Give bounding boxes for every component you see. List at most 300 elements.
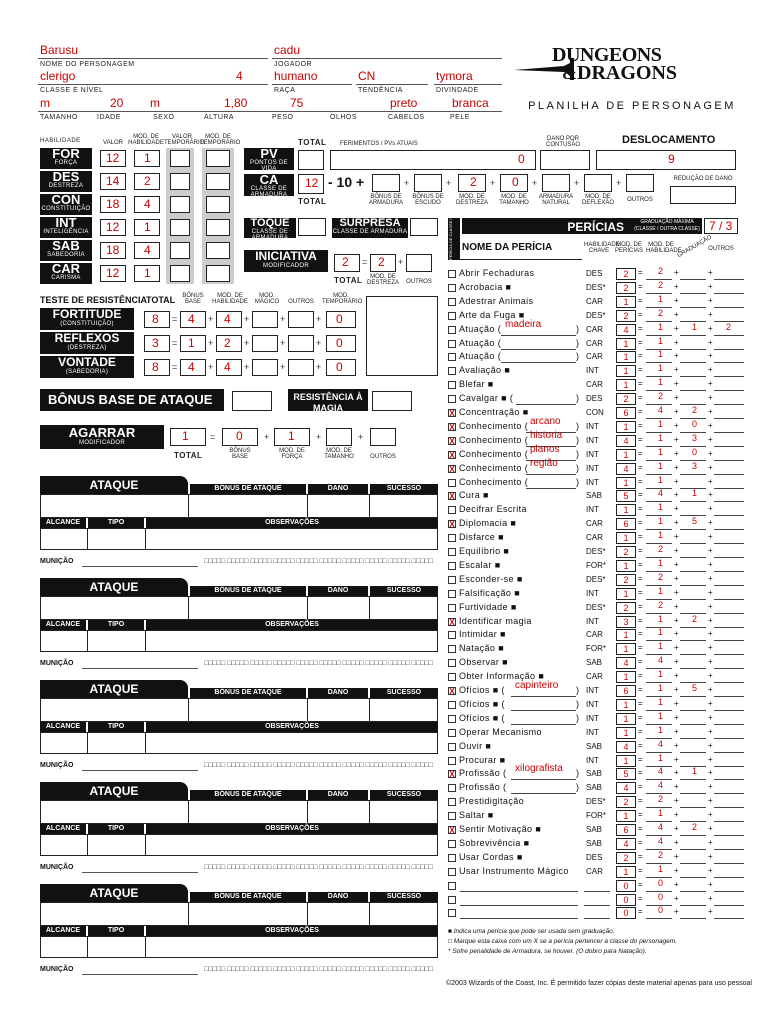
skill-ability-mod[interactable]: 4 [658,488,664,499]
skill-total[interactable]: 1 [616,296,636,308]
attack-range-header: ALCANCE [40,824,86,834]
skill-ability-mod[interactable]: 1 [658,613,664,624]
save-ability[interactable]: 4 [224,312,231,326]
ability-mod[interactable]: 1 [144,151,151,165]
skill-key-ability: CAR [586,519,603,529]
size-value[interactable]: m [40,96,50,110]
ability-value[interactable]: 12 [106,220,120,234]
initiative-total[interactable]: 2 [342,255,349,269]
skill-name: Acrobacia ■ [459,281,512,292]
attack-bonus-header: BÔNUS DE ATAQUE [190,892,306,902]
skill-ability-mod[interactable]: 0 [658,877,664,888]
deflection-box[interactable] [584,174,612,192]
skill-ranks[interactable]: 1 [692,321,698,332]
attack-details-field[interactable] [40,732,438,754]
skill-total[interactable]: 6 [616,407,636,419]
skill-total[interactable]: 0 [616,880,636,892]
save-other-box[interactable] [288,311,314,328]
save-temp[interactable]: 0 [336,336,343,350]
skill-total[interactable]: 1 [616,379,636,391]
ac-size-value[interactable]: 0 [512,175,519,189]
skill-total[interactable]: 1 [616,810,636,822]
save-other-box[interactable] [288,359,314,376]
class-skill-checkbox[interactable] [448,909,456,917]
skill-ability-mod[interactable]: 1 [658,530,664,541]
skill-ranks[interactable]: 3 [692,432,698,443]
skill-subtype[interactable]: capinteiro [515,680,559,691]
skill-misc[interactable]: 2 [726,321,732,332]
skill-ability-mod[interactable]: 1 [658,752,664,763]
character-name-value[interactable]: Barusu [40,43,79,57]
skill-ability-mod[interactable]: 1 [658,516,664,527]
skill-total[interactable]: 1 [616,477,636,489]
skill-total[interactable]: 1 [616,727,636,739]
class-skill-checkbox[interactable] [448,367,456,375]
skill-ability-mod[interactable]: 1 [658,808,664,819]
skill-subtype[interactable]: historia [530,429,563,441]
skill-ranks[interactable]: 2 [692,822,698,832]
attack-crit-header: SUCESSO [370,688,438,698]
attack-notes-header: OBSERVAÇÕES [146,926,438,936]
ability-mod[interactable]: 2 [144,174,151,188]
class-skill-checkbox[interactable] [448,270,456,278]
class-skill-checkbox[interactable] [448,590,456,598]
skill-ability-mod[interactable]: 1 [658,502,664,513]
ability-temp-mod-box[interactable] [206,242,230,259]
skill-ability-mod[interactable]: 2 [658,794,664,805]
class-skill-checkbox[interactable]: X [449,687,455,696]
save-temp[interactable]: 0 [336,312,343,326]
skill-ability-mod[interactable]: 2 [658,266,664,276]
skill-total[interactable]: 6 [616,685,636,697]
hp-total-box[interactable] [298,150,324,170]
skill-total[interactable]: 6 [616,824,636,836]
skill-ability-mod[interactable]: 4 [658,738,664,749]
skill-total[interactable]: 1 [616,588,636,600]
weight-value[interactable]: 75 [290,96,304,110]
skill-total[interactable]: 2 [616,282,636,294]
wounds-value[interactable]: 0 [518,152,525,166]
skill-total[interactable]: 1 [616,560,636,572]
ability-value[interactable]: 14 [106,174,120,188]
skill-row: Furtividade ■ DES* 2 = 2 + + [448,602,768,615]
skill-total[interactable]: 5 [616,768,636,780]
speed-value[interactable]: 9 [668,152,675,166]
skill-ability-mod[interactable]: 1 [658,293,664,304]
skill-total[interactable]: 4 [616,741,636,753]
class-skill-checkbox[interactable] [448,840,456,848]
player-value[interactable]: cadu [274,43,301,57]
class-skill-checkbox[interactable] [448,340,456,348]
attack-details-field[interactable] [40,936,438,958]
class-skill-checkbox[interactable] [448,743,456,751]
bab-box[interactable] [232,391,272,411]
ability-temp-value-box[interactable] [170,242,190,259]
skill-ranks[interactable]: 1 [692,488,698,499]
attack-weapon-field[interactable] [40,800,438,824]
ability-value[interactable]: 18 [106,243,120,257]
skill-row: X Ofícios ■ ( capinteiro ) INT 6 = 1 + 5 + [448,685,768,698]
ability-mod[interactable]: 4 [144,243,151,257]
skill-ability-mod[interactable]: 1 [658,474,664,485]
class-skill-checkbox[interactable] [448,673,456,681]
ability-temp-value-box[interactable] [170,150,190,167]
skill-ranks[interactable]: 0 [692,446,698,457]
skill-ability-mod[interactable]: 4 [658,835,664,846]
level-value[interactable]: 4 [236,69,243,83]
skill-ability-mod[interactable]: 2 [658,571,664,582]
class-skill-checkbox[interactable]: X [449,520,455,530]
class-skill-checkbox[interactable] [448,534,456,542]
skill-ranks[interactable]: 2 [692,613,698,624]
skill-ability-mod[interactable]: 1 [658,627,664,638]
skill-ability-mod[interactable]: 1 [658,669,664,680]
class-skill-checkbox[interactable] [448,701,456,709]
skill-total[interactable]: 2 [616,852,636,864]
skill-total[interactable]: 1 [616,449,636,461]
skill-total[interactable]: 4 [616,435,636,447]
save-total[interactable]: 8 [152,312,159,326]
skill-ranks[interactable]: 3 [692,460,698,471]
skill-ability-mod[interactable]: 1 [658,349,664,360]
shield-bonus-box[interactable] [414,174,442,192]
save-magic-box[interactable] [252,311,278,328]
skill-ability-mod[interactable]: 1 [658,321,664,332]
ability-value[interactable]: 12 [106,266,120,280]
skill-total[interactable]: 0 [616,894,636,906]
attack-title: ATAQUE [89,784,139,798]
save-ability[interactable]: 4 [224,360,231,374]
save-base[interactable]: 4 [188,312,195,326]
class-skill-checkbox[interactable] [448,729,456,737]
class-skill-checkbox[interactable] [448,326,456,334]
skill-ability-mod[interactable]: 0 [658,905,664,916]
ability-temp-mod-box[interactable] [206,219,230,236]
skill-subtype[interactable]: madeira [505,318,542,330]
ammo-boxes[interactable]: □□□□□ □□□□□ □□□□□ □□□□□ □□□□□ □□□□□ □□□□□ □□□□□ □□□□□ □□□□□ [204,966,433,973]
grapple-total[interactable]: 1 [182,429,189,443]
sex-value[interactable]: m [150,96,160,110]
skill-row: Atuação ( ) CAR 1 = 1 + + [448,338,768,351]
skill-ranks[interactable]: 0 [692,418,698,429]
ammo-boxes[interactable]: □□□□□ □□□□□ □□□□□ □□□□□ □□□□□ □□□□□ □□□□□ □□□□□ □□□□□ □□□□□ [204,558,433,565]
skill-ranks[interactable]: 5 [692,683,698,693]
save-total[interactable]: 3 [152,336,159,350]
skill-subtype[interactable]: arcano [530,415,561,427]
class-skill-checkbox[interactable] [448,604,456,612]
age-value[interactable]: 20 [110,96,124,110]
class-skill-checkbox[interactable] [448,896,456,904]
ac-other-box[interactable] [626,174,654,192]
class-skill-checkbox[interactable]: X [449,450,455,460]
touch-ac-box[interactable] [298,218,326,236]
ability-temp-mod-box[interactable] [206,196,230,213]
class-skill-checkbox[interactable] [448,312,456,320]
skill-total[interactable]: 1 [616,338,636,350]
skill-total[interactable]: 1 [616,421,636,433]
skill-name: Esconder-se ■ [459,573,523,584]
skill-subtype[interactable]: xilografista [515,763,563,775]
skill-total[interactable]: 2 [616,310,636,322]
skill-name: Profissão ( [459,768,507,779]
class-skill-checkbox[interactable] [448,784,456,792]
sr-box[interactable] [372,391,412,411]
skill-total[interactable]: 1 [616,713,636,725]
bab-label: BÔNUS BASE DE ATAQUE [48,392,213,407]
skill-total[interactable]: 1 [616,532,636,544]
skill-ability-mod[interactable]: 1 [658,683,664,693]
ability-temp-value-box[interactable] [170,265,190,282]
key-ability-col: HABILIDADE CHAVE [584,242,620,254]
skill-ability-mod[interactable]: 0 [658,891,664,902]
skill-ability-mod[interactable]: 1 [658,585,664,596]
attack-weapon-field[interactable] [40,698,438,722]
skill-total[interactable]: 2 [616,546,636,558]
class-value[interactable]: clerigo [40,69,76,83]
skill-total[interactable]: 1 [616,866,636,878]
skill-ability-mod[interactable]: 1 [658,557,664,568]
initiative-other-label: OUTROS [406,279,432,285]
skill-ability-mod[interactable]: 2 [658,544,664,554]
ability-temp-mod-box[interactable] [206,173,230,190]
class-skill-checkbox[interactable]: X [449,617,455,627]
skill-total[interactable]: 3 [616,616,636,628]
attack-details-field[interactable] [40,834,438,856]
speed-box[interactable] [596,150,736,170]
ability-block-car [40,263,92,284]
ability-mod[interactable]: 4 [144,197,151,211]
ability-mod[interactable]: 1 [144,266,151,280]
skill-key-ability: INT [586,463,599,473]
skill-key-ability: FOR* [586,811,606,821]
nonlethal-box[interactable] [540,150,590,170]
skill-total[interactable]: 1 [616,755,636,767]
save-base[interactable]: 4 [188,360,195,374]
skill-ranks[interactable]: 5 [692,516,698,527]
class-skill-checkbox[interactable]: X [449,464,455,474]
skill-ability-mod[interactable]: 2 [658,849,664,860]
class-skill-checkbox[interactable] [448,798,456,806]
skill-ability-mod[interactable]: 2 [658,599,664,610]
skill-ranks[interactable]: 2 [692,405,698,415]
skill-name: Disfarce ■ [459,532,504,543]
skill-ability-mod[interactable]: 4 [658,780,664,791]
race-value[interactable]: humano [274,69,318,83]
skill-ability-mod[interactable]: 1 [658,641,664,652]
skill-name: Atuação ( [459,351,502,362]
save-total[interactable]: 8 [152,360,159,374]
wounds-box[interactable] [330,150,536,170]
class-skill-checkbox[interactable] [448,395,456,403]
skill-total[interactable]: 4 [616,838,636,850]
ac-dex-label: MOD. DE DESTREZA [455,194,488,206]
skill-ability-mod[interactable]: 4 [658,405,664,415]
ability-temp-value-box[interactable] [170,219,190,236]
skill-ability-mod[interactable]: 1 [658,696,664,707]
class-skill-checkbox[interactable] [448,757,456,765]
ability-value[interactable]: 12 [106,151,120,165]
skill-total[interactable]: 2 [616,268,636,280]
skill-total[interactable]: 4 [616,657,636,669]
class-skill-checkbox[interactable] [448,854,456,862]
skill-total[interactable]: 1 [616,351,636,363]
skill-total[interactable]: 4 [616,324,636,336]
skill-ability-mod[interactable]: 1 [658,363,664,374]
skill-key-ability: INT [586,713,599,723]
skill-total[interactable]: 1 [616,365,636,377]
skill-total[interactable]: 1 [616,629,636,641]
skill-total[interactable]: 2 [616,393,636,405]
skill-key-ability: DES* [586,574,606,584]
attack-title: ATAQUE [89,478,139,492]
class-skill-checkbox[interactable]: X [449,436,455,446]
class-skill-checkbox[interactable] [448,506,456,514]
skill-row: Operar Mecanismo INT 1 = 1 + + [448,727,768,740]
flat-ac-box[interactable] [410,218,438,236]
class-skill-checkbox[interactable] [448,381,456,389]
alignment-value[interactable]: CN [358,69,376,83]
skill-ability-mod[interactable]: 1 [658,863,664,874]
eyes-value[interactable]: preto [390,96,418,110]
save-other-box[interactable] [288,335,314,352]
copyright-footer: ©2003 Wizards of the Coast, Inc. É permitido fazer cópias deste material apenas para uso pessoal [446,980,752,987]
grapple-other-box[interactable] [370,428,396,446]
skill-ability-mod[interactable]: 1 [658,335,664,346]
misc-col: OUTROS [708,246,734,252]
skill-ability-mod[interactable]: 2 [658,279,664,290]
ability-name: SABEDORIA [47,252,85,258]
skill-name: Diplomacia ■ [459,518,517,529]
class-skill-checkbox[interactable]: X [449,422,455,432]
skill-name: Procurar ■ [459,754,506,765]
skill-ability-mod[interactable]: 1 [658,418,664,429]
skill-ability-mod[interactable]: 1 [658,446,664,457]
ability-temp-value-box[interactable] [170,173,190,190]
ability-temp-mod-box[interactable] [206,150,230,167]
attack-details-field[interactable] [40,630,438,652]
skill-subtype[interactable]: planos [530,443,560,455]
conditional-mods-box[interactable] [366,296,438,376]
ability-temp-value-box[interactable] [170,196,190,213]
skill-total[interactable]: 0 [616,907,636,919]
skill-total[interactable]: 1 [616,671,636,683]
save-magic-box[interactable] [252,335,278,352]
ability-value[interactable]: 18 [106,197,120,211]
dr-box[interactable] [670,186,736,204]
grapple-label-block [40,425,164,449]
ac-total-value[interactable]: 12 [305,176,319,190]
grapple-base[interactable]: 0 [236,429,243,443]
skill-row: Prestidigitação DES* 2 = 2 + + [448,796,768,809]
save-base[interactable]: 1 [188,336,195,350]
speed-label: DESLOCAMENTO [622,134,716,146]
armor-bonus-box[interactable] [372,174,400,192]
skill-ranks[interactable]: 1 [692,766,698,777]
natural-armor-box[interactable] [542,174,570,192]
skill-total[interactable]: 2 [616,602,636,614]
skill-ability-mod[interactable]: 1 [658,460,664,471]
class-skill-checkbox[interactable] [448,353,456,361]
skill-total[interactable]: 1 [616,699,636,711]
class-skill-checkbox[interactable] [448,715,456,723]
class-skill-checkbox[interactable]: X [449,409,455,418]
class-skill-checkbox[interactable] [448,576,456,584]
skill-ability-mod[interactable]: 4 [658,822,664,832]
ammo-boxes[interactable]: □□□□□ □□□□□ □□□□□ □□□□□ □□□□□ □□□□□ □□□□□ □□□□□ □□□□□ □□□□□ [204,660,433,667]
skill-ability-mod[interactable]: 1 [658,724,664,735]
class-skill-checkbox[interactable]: X [449,492,455,502]
skill-total[interactable]: 2 [616,796,636,808]
skill-subtype[interactable]: região [530,457,558,469]
skill-total[interactable]: 4 [616,782,636,794]
class-skill-checkbox[interactable] [448,479,456,487]
skill-name: Atuação ( [459,337,502,348]
save-temp[interactable]: 0 [336,360,343,374]
skill-total[interactable]: 2 [616,574,636,586]
grapple-str[interactable]: 1 [288,429,295,443]
save-ability[interactable]: 2 [224,336,231,350]
skill-ability-mod[interactable]: 2 [658,307,664,318]
class-skill-checkbox[interactable] [448,882,456,890]
hair-value[interactable]: branca [452,96,489,110]
skill-ability-mod[interactable]: 1 [658,377,664,388]
skill-total[interactable]: 1 [616,643,636,655]
deity-value[interactable]: tymora [436,69,473,83]
skill-ability-mod[interactable]: 4 [658,766,664,777]
class-skill-checkbox[interactable] [448,645,456,653]
ac-dex-value[interactable]: 2 [470,175,477,189]
skill-ability-mod[interactable]: 2 [658,391,664,402]
grapple-size-box[interactable] [326,428,352,446]
skill-total[interactable]: 4 [616,463,636,475]
class-skill-checkbox[interactable]: X [449,826,455,835]
ammo-boxes[interactable]: □□□□□ □□□□□ □□□□□ □□□□□ □□□□□ □□□□□ □□□□□ □□□□□ □□□□□ □□□□□ [204,762,433,769]
class-skill-checkbox[interactable]: X [449,770,455,780]
class-skill-checkbox[interactable] [448,868,456,876]
save-block-0 [40,308,134,330]
skill-ability-mod[interactable]: 1 [658,432,664,443]
class-skill-checkbox[interactable] [448,562,456,570]
skill-total[interactable]: 5 [616,490,636,502]
initiative-other-box[interactable] [406,254,432,272]
skill-ability-mod[interactable]: 4 [658,655,664,666]
class-skill-checkbox[interactable] [448,812,456,820]
save-magic-box[interactable] [252,359,278,376]
class-skill-checkbox[interactable] [448,659,456,667]
skill-ability-mod[interactable]: 1 [658,710,664,721]
ability-temp-mod-box[interactable] [206,265,230,282]
ability-mod[interactable]: 1 [144,220,151,234]
class-skill-checkbox[interactable] [448,548,456,556]
skill-total[interactable]: 6 [616,518,636,530]
temp-value-col-label: VALOR TEMPORÁRIO [164,134,205,146]
class-skill-checkbox[interactable] [448,298,456,306]
max-rank-value[interactable]: 7 / 3 [709,219,733,233]
touch-ac-label-block [244,217,296,241]
attack-weapon-field[interactable] [40,494,438,518]
skill-key-ability: SAB [586,825,603,834]
initiative-dex[interactable]: 2 [378,255,385,269]
attack-details-field[interactable] [40,528,438,550]
attack-weapon-field[interactable] [40,596,438,620]
class-skill-checkbox[interactable] [448,631,456,639]
class-skill-checkbox[interactable] [448,284,456,292]
ammo-boxes[interactable]: □□□□□ □□□□□ □□□□□ □□□□□ □□□□□ □□□□□ □□□□□ □□□□□ □□□□□ □□□□□ [204,864,433,871]
skill-total[interactable]: 1 [616,504,636,516]
height-value[interactable]: 1,80 [224,96,248,110]
attack-block-4 [40,782,438,876]
attack-weapon-field[interactable] [40,902,438,926]
